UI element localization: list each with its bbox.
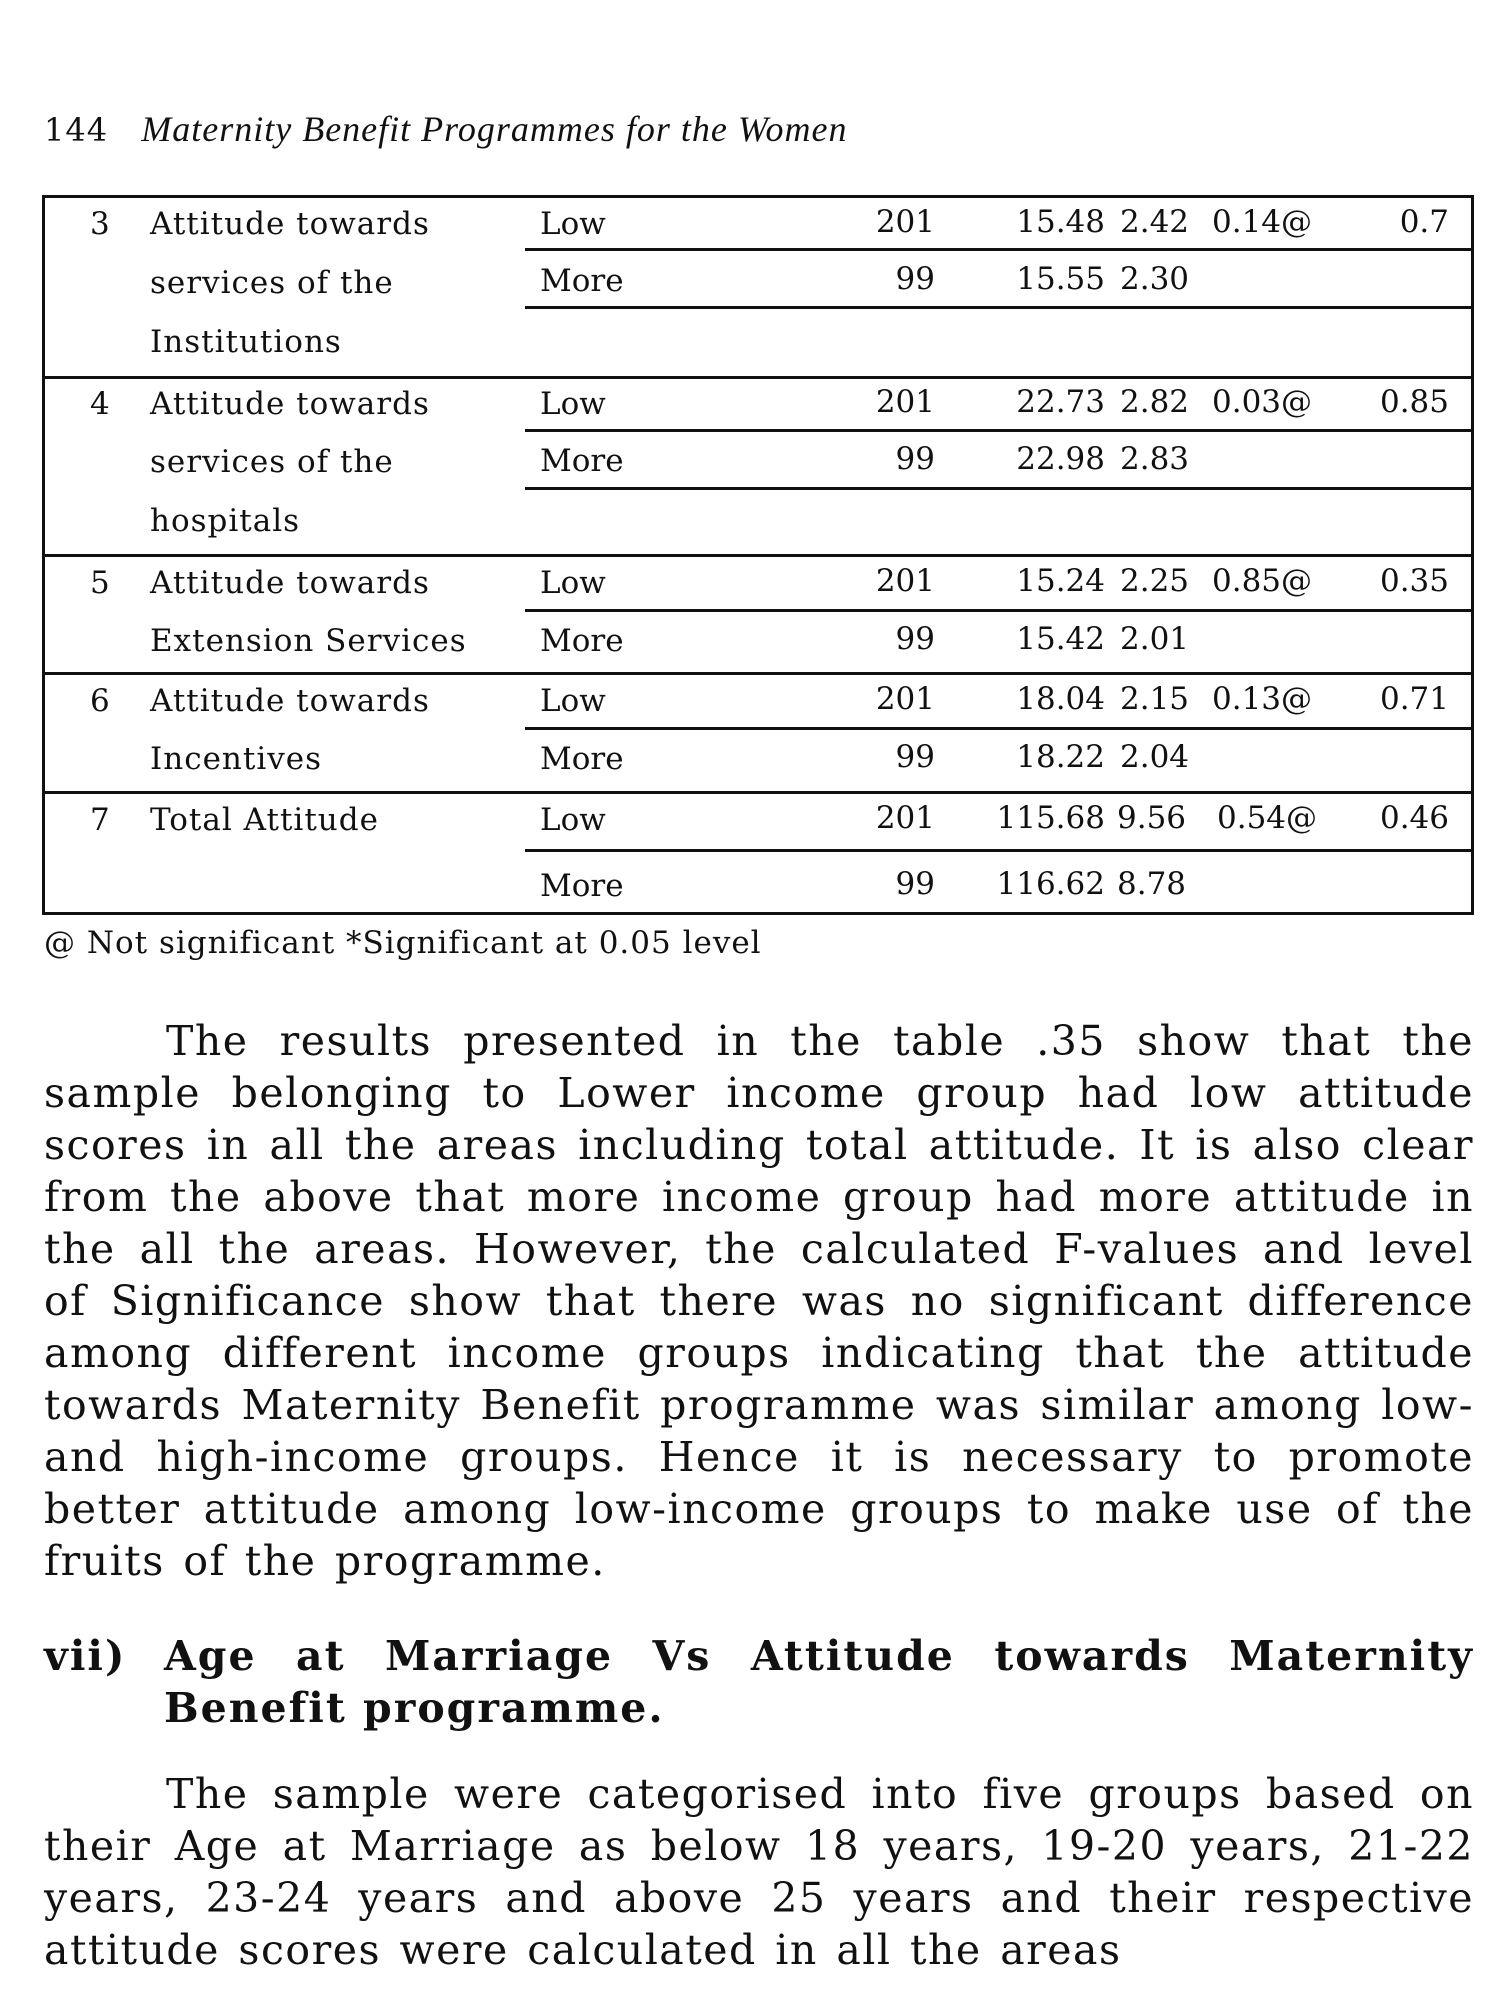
row-label: services of the — [150, 265, 394, 301]
sd-cell: 2.82 — [1120, 384, 1190, 420]
level-cell: Low — [540, 565, 606, 601]
n-cell: 99 — [895, 441, 935, 477]
section-heading — [44, 1630, 1474, 1734]
n-cell: 201 — [875, 800, 935, 836]
row-divider — [525, 487, 1471, 490]
f-value-cell: 0.54@ — [1217, 800, 1318, 836]
sd-cell: 2.15 — [1120, 681, 1190, 717]
book-title: Maternity Benefit Programmes for the Women — [141, 109, 848, 149]
row-label: Total Attitude — [150, 802, 379, 838]
page-number: 144 — [44, 111, 109, 149]
mean-cell: 22.73 — [1016, 384, 1105, 420]
p-value-cell: 0.85 — [1379, 384, 1449, 420]
mean-cell: 15.55 — [1016, 261, 1105, 297]
row-divider — [525, 849, 1471, 852]
sd-cell: 8.78 — [1117, 866, 1187, 902]
row-label: Extension Services — [150, 623, 467, 659]
level-cell: Low — [540, 206, 606, 242]
p-value-cell: 0.35 — [1379, 563, 1449, 599]
section-title: Age at Marriage Vs Attitude towards Maternity Benefit programme. — [164, 1632, 1474, 1732]
table-row — [45, 376, 1471, 554]
p-value-cell: 0.7 — [1399, 204, 1449, 240]
mean-cell: 116.62 — [996, 866, 1105, 902]
sd-cell: 2.25 — [1120, 563, 1190, 599]
n-cell: 99 — [895, 621, 935, 657]
table-footnote: @ Not significant *Significant at 0.05 level — [44, 925, 762, 961]
table-row — [45, 672, 1471, 791]
row-label: Institutions — [150, 324, 342, 360]
row-label: hospitals — [150, 503, 301, 539]
row-divider — [525, 609, 1471, 612]
table-row — [45, 791, 1471, 912]
p-value-cell: 0.46 — [1379, 800, 1449, 836]
level-cell: Low — [540, 802, 606, 838]
level-cell: Low — [540, 683, 606, 719]
row-number: 5 — [90, 565, 110, 601]
row-divider — [525, 429, 1471, 432]
row-label: services of the — [150, 444, 394, 480]
mean-cell: 115.68 — [996, 800, 1105, 836]
row-label: Attitude towards — [150, 386, 430, 422]
row-divider — [525, 727, 1471, 730]
table-row — [45, 198, 1471, 376]
sd-cell: 2.42 — [1120, 204, 1190, 240]
sd-cell: 9.56 — [1117, 800, 1187, 836]
level-cell: More — [540, 443, 624, 479]
row-divider — [525, 306, 1471, 309]
n-cell: 99 — [895, 261, 935, 297]
n-cell: 201 — [875, 384, 935, 420]
mean-cell: 18.22 — [1016, 739, 1105, 775]
level-cell: Low — [540, 386, 606, 422]
mean-cell: 15.48 — [1016, 204, 1105, 240]
running-header — [44, 108, 847, 150]
sd-cell: 2.30 — [1120, 261, 1190, 297]
section-number: vii) — [44, 1632, 127, 1680]
row-label: Attitude towards — [150, 206, 430, 242]
n-cell: 201 — [875, 204, 935, 240]
row-number: 6 — [90, 683, 110, 719]
f-value-cell: 0.14@ — [1212, 204, 1313, 240]
n-cell: 99 — [895, 866, 935, 902]
table-row — [45, 554, 1471, 672]
row-label: Attitude towards — [150, 683, 430, 719]
row-label: Incentives — [150, 741, 323, 777]
f-value-cell: 0.13@ — [1212, 681, 1313, 717]
level-cell: More — [540, 741, 624, 777]
row-divider — [525, 248, 1471, 251]
level-cell: More — [540, 623, 624, 659]
row-number: 7 — [90, 802, 110, 838]
n-cell: 99 — [895, 739, 935, 775]
sd-cell: 2.83 — [1120, 441, 1190, 477]
row-number: 3 — [90, 206, 110, 242]
n-cell: 201 — [875, 681, 935, 717]
n-cell: 201 — [875, 563, 935, 599]
f-value-cell: 0.85@ — [1212, 563, 1313, 599]
mean-cell: 15.42 — [1016, 621, 1105, 657]
sd-cell: 2.01 — [1120, 621, 1190, 657]
mean-cell: 18.04 — [1016, 681, 1105, 717]
row-label: Attitude towards — [150, 565, 430, 601]
f-value-cell: 0.03@ — [1212, 384, 1313, 420]
body-paragraph: The sample were categorised into five groups based on their Age at Marriage as below 18 years, 19-20 years, 21-22 years, 23-24 years and above 25 years and their respective attitude scores were calculated in all the areas — [44, 1770, 1474, 1974]
level-cell: More — [540, 868, 624, 904]
row-number: 4 — [90, 386, 110, 422]
results-table — [42, 195, 1474, 915]
body-paragraph: The results presented in the table .35 show that the sample belonging to Lower income group had low attitude scores in all the areas including total attitude. It is also clear from the above that more income group had more attitude in the all the areas. However, the calculated F-values and level of Significance show that there was no significant difference among different income groups indicating that the attitude towards Maternity Benefit programme was similar among low- and high-income groups. Hence it is necessary to promote better attitude among low-income groups to make use of the fruits of the programme. — [44, 1017, 1474, 1585]
mean-cell: 22.98 — [1016, 441, 1105, 477]
sd-cell: 2.04 — [1120, 739, 1190, 775]
p-value-cell: 0.71 — [1379, 681, 1449, 717]
mean-cell: 15.24 — [1016, 563, 1105, 599]
level-cell: More — [540, 263, 624, 299]
